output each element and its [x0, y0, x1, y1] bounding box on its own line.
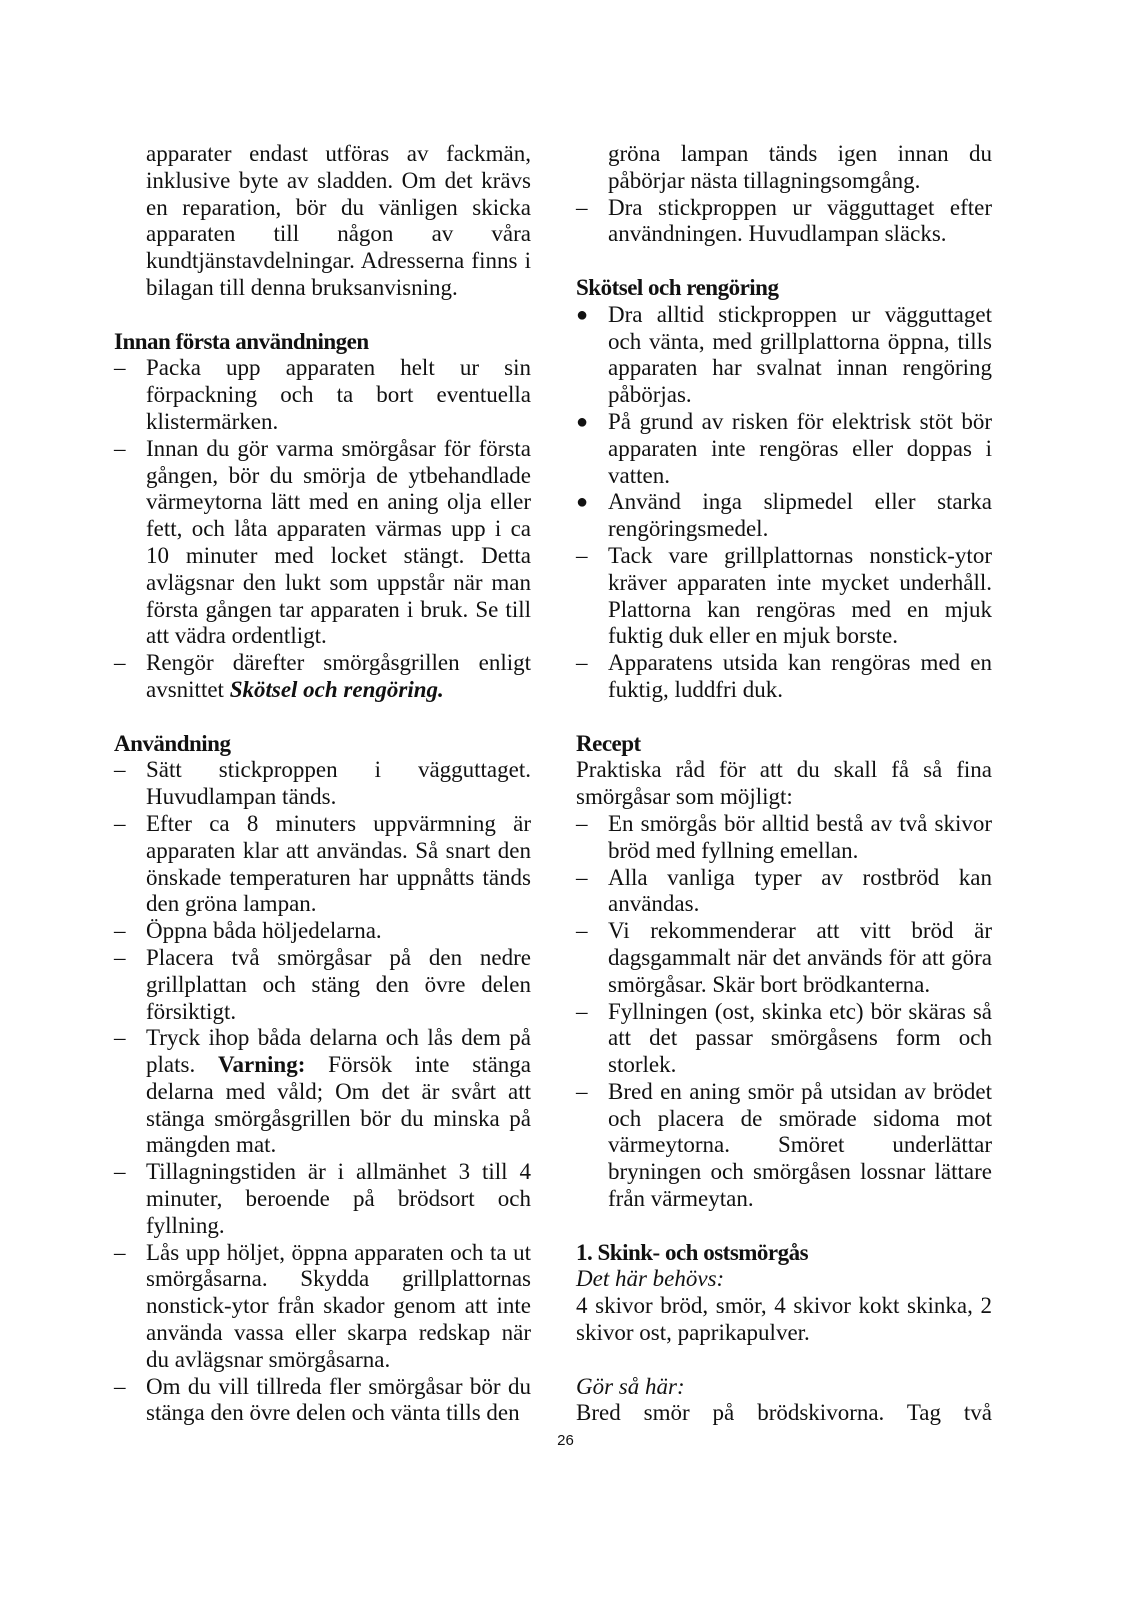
list-item: – Rengör därefter smörgåsgrillen enligt avsnittet Skötsel och rengöring. — [114, 650, 531, 702]
bullet-icon: ● — [576, 410, 589, 433]
bullet-item: ● På grund av risken för elektrisk stöt bör apparaten inte rengöras eller doppas i vatten. — [576, 408, 992, 488]
recipe-intro: Praktiska råd för att du skall få så fina smörgåsar som möjligt: — [576, 757, 992, 810]
section-reference: Skötsel och rengöring. — [229, 676, 444, 702]
warning-label: Varning: — [218, 1052, 306, 1078]
bullet-item: ● Dra alltid stickproppen ur vägguttaget och vänta, med grillplattorna öppna, tills apparaten har svalnat innan rengöring påbörjas. — [576, 301, 992, 408]
list-item: – Tillagningstiden är i allmänhet 3 till 4 minuter, beroende på brödsort och fyllning. — [114, 1159, 531, 1238]
right-column — [576, 141, 992, 1427]
list-item: – Dra stickproppen ur vägguttaget efter användningen. Huvudlampan släcks. — [576, 194, 992, 247]
list-item: – Bred en aning smör på utsidan av brödet och placera de smörade sidoma mot värmeytorna. Smöret underlättar bryningen och smörgåsen lossnar lättare från värmeytan. — [576, 1078, 992, 1212]
list-item: – Efter ca 8 minuters uppvärmning är apparaten klar att användas. Så snart den önskade temperaturen har uppnåtts tänds den gröna lampan. — [114, 810, 531, 917]
heading-care: Skötsel och rengöring — [576, 274, 779, 300]
bullet-item: ● Använd inga slipmedel eller starka rengöringsmedel. — [576, 489, 992, 542]
list-item: – En smörgås bör alltid bestå av två skivor bröd med fyllning emellan. — [576, 810, 992, 863]
method-label: Gör så här: — [576, 1373, 685, 1399]
intro-paragraph: apparater endast utföras av fackmän, inklusive byte av sladden. Om det krävs en reparation, bör du vänligen skicka apparaten till någon av våra kundtjänstavdelningar. Adresserna finns i bilagan till denna bruksanvisning. — [146, 141, 531, 300]
continuation-paragraph: gröna lampan tänds igen innan du påbörjar nästa tillagningsomgång. — [608, 141, 992, 193]
list-item: – Alla vanliga typer av rostbröd kan användas. — [576, 864, 992, 917]
bullet-icon: ● — [576, 491, 589, 514]
list-item: – Öppna båda höljedelarna. — [114, 918, 382, 944]
left-column — [114, 141, 531, 1427]
list-item: – Apparatens utsida kan rengöras med en fuktig, luddfri duk. — [576, 650, 992, 702]
page-number: 26 — [557, 1432, 574, 1449]
list-item: – Packa upp apparaten helt ur sin förpackning och ta bort eventuella klistermärken. — [114, 355, 531, 434]
list-item: – Tack vare grillplattornas nonstick-ytor kräver apparaten inte mycket underhåll. Plattorna kan rengöras med en mjuk fuktig duk eller en mjuk borste. — [576, 542, 992, 649]
list-item: – Tryck ihop båda delarna och lås dem på plats. Varning: Försök inte stänga delarna med våld; Om det är svårt att stänga smörgåsgrillen bör du minska på mängden mat. — [114, 1025, 531, 1158]
list-item: – Om du vill tillreda fler smörgåsar bör du stänga den övre delen och vänta tills den — [114, 1373, 531, 1426]
needs-label: Det här behövs: — [576, 1266, 725, 1292]
heading-before-first-use: Innan första användningen — [114, 328, 369, 354]
heading-recipe: Recept — [576, 730, 641, 756]
heading-usage: Användning — [114, 730, 231, 756]
bullet-icon: ● — [576, 303, 589, 326]
list-item: – Placera två smörgåsar på den nedre grillplattan och stäng den övre delen försiktigt. — [114, 944, 531, 1024]
heading-recipe-1: 1. Skink- och ostsmörgås — [576, 1239, 809, 1265]
list-item: – Vi rekommenderar att vitt bröd är dagsgammalt när det används för att göra smörgåsar. Skär bort brödkanterna. — [576, 918, 992, 997]
list-item: – Innan du gör varma smörgåsar för första gången, bör du smörja de ytbehandlade värmeytorna lätt med en aning olja eller fett, och låta apparaten värmas upp i ca 10 minuter med locket stängt. Detta avlägsnar den lukt som uppstår när man första gången tar apparaten i bruk. Se till att vädra ordentligt. — [114, 435, 531, 649]
needs-text: 4 skivor bröd, smör, 4 skivor kokt skinka, 2 skivor ost, paprikapulver. — [576, 1293, 992, 1346]
method-text: Bred smör på brödskivorna. Tag två — [576, 1400, 992, 1426]
list-item: – Fyllningen (ost, skinka etc) bör skäras så att det passar smörgåsens form och storlek. — [576, 998, 992, 1078]
list-item: – Sätt stickproppen i vägguttaget. Huvudlampan tänds. — [114, 757, 531, 810]
list-item: – Lås upp höljet, öppna apparaten och ta ut smörgåsarna. Skydda grillplattornas nonstick-ytor från skador genom att inte använda vassa eller skarpa redskap när du avlägsnar smörgåsarna. — [114, 1239, 531, 1372]
